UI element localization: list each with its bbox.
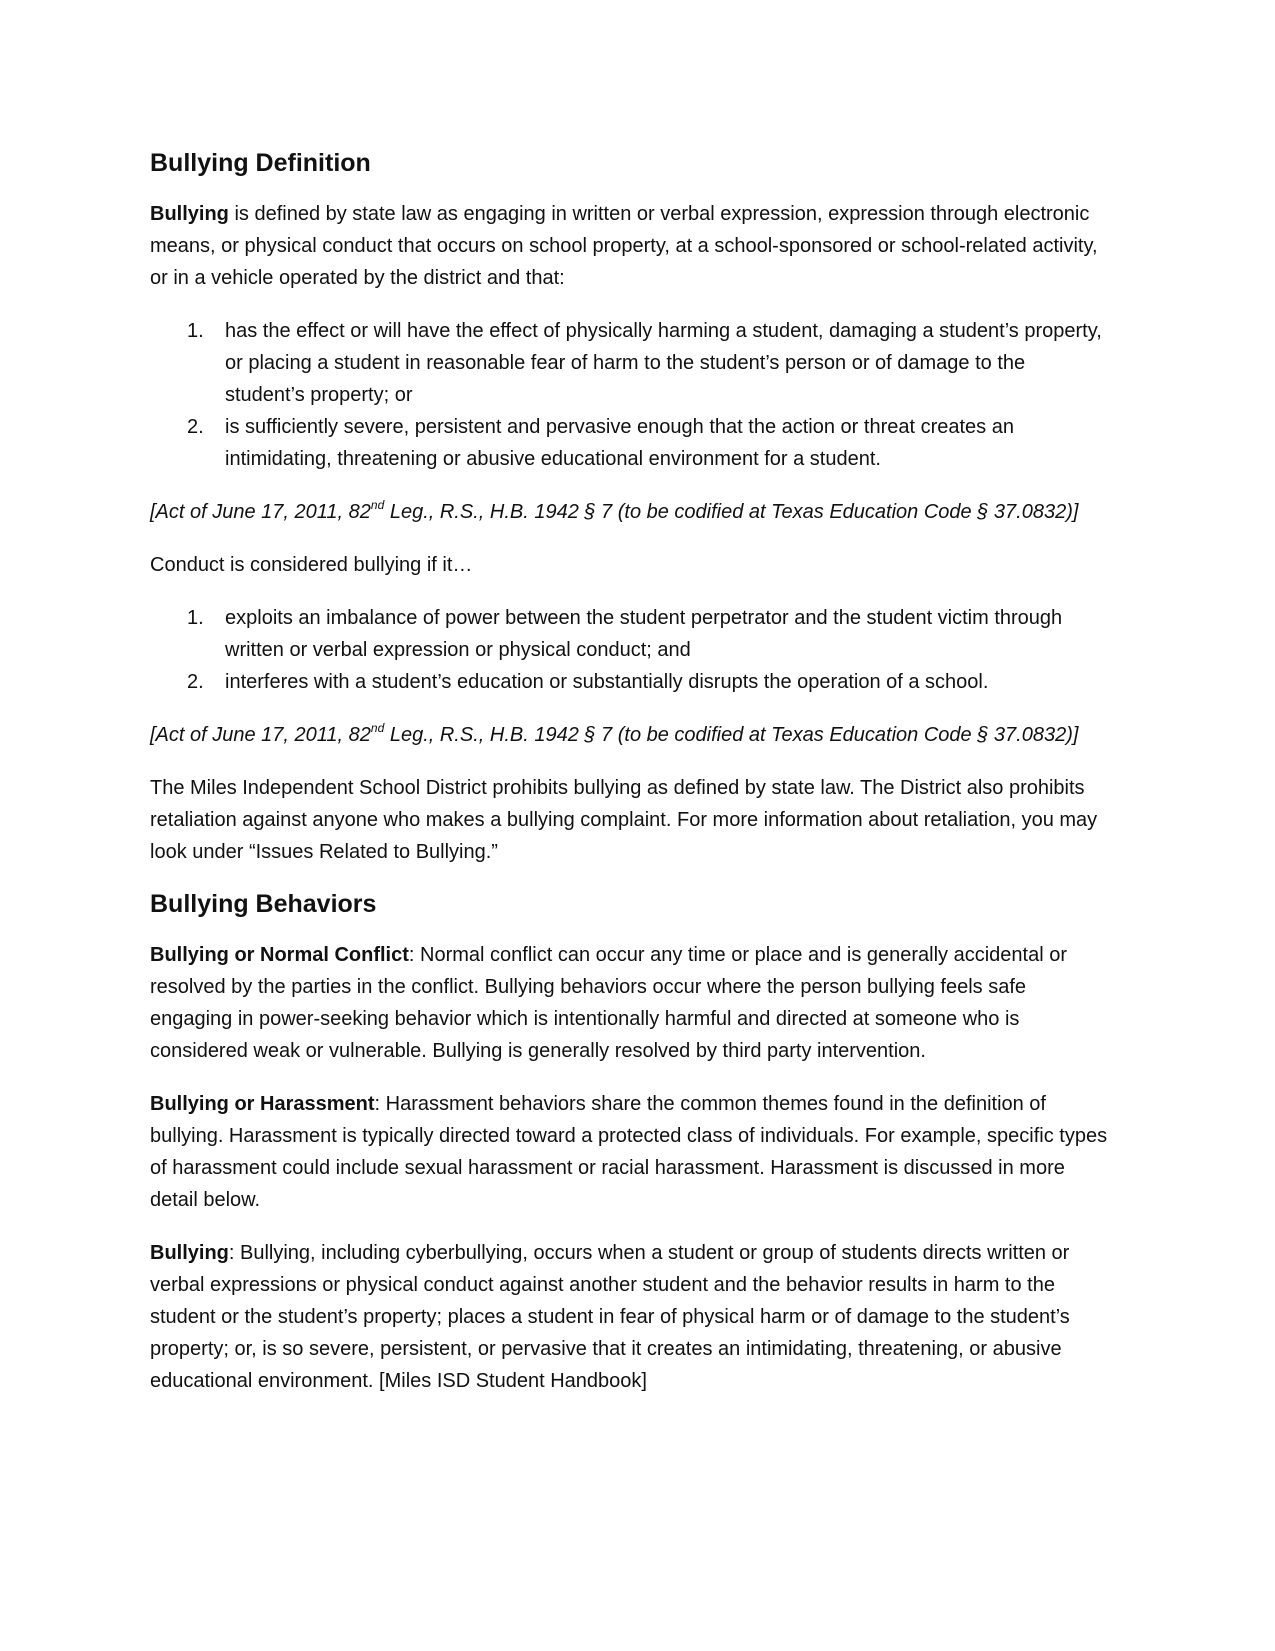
definition-criteria-list [150, 315, 1110, 475]
list-item-number: 2. [187, 416, 204, 438]
section-heading-bullying-behaviors: Bullying Behaviors [150, 890, 377, 918]
behavior-term: Bullying or Harassment [150, 1093, 375, 1115]
definition-term: Bullying [150, 203, 229, 225]
list-item-number: 1. [187, 320, 204, 342]
behavior-term: Bullying or Normal Conflict [150, 944, 409, 966]
citation-text: Leg., R.S., H.B. 1942 § 7 (to be codified at Texas Education Code § 37.0832)] [384, 501, 1079, 523]
definition-text: is defined by state law as engaging in written or verbal expression, expression through electronic means, or physical conduct that occurs on school property, at a school-sponsored or school-related activity, or in a vehicle operated by the district and that: [150, 203, 1098, 289]
list-item-text: exploits an imbalance of power between the student perpetrator and the student victim through written or verbal expression or physical conduct; and [225, 607, 1063, 661]
behavior-text: : Harassment behaviors share the common themes found in the definition of bullying. Harassment is typically directed toward a protected class of individuals. For example, specific types of harassment could include sexual harassment or racial harassment. Harassment is discussed in more detail below. [150, 1093, 1108, 1211]
list-item-text: interferes with a student’s education or substantially disrupts the operation of a school. [225, 671, 989, 693]
citation-text: [Act of June 17, 2011, 82 [150, 501, 371, 523]
citation-text: Leg., R.S., H.B. 1942 § 7 (to be codified at Texas Education Code § 37.0832)] [384, 724, 1079, 746]
section-heading-bullying-definition: Bullying Definition [150, 149, 371, 177]
list-item-number: 1. [187, 607, 204, 629]
citation-superscript: nd [370, 498, 385, 512]
conduct-criteria-list [150, 602, 1110, 698]
behavior-text: : Normal conflict can occur any time or place and is generally accidental or resolved by the parties in the conflict. Bullying behaviors occur where the person bullying feels safe engaging in power-seeking behavior which is intentionally harmful and directed at someone who is considered weak or vulnerable. Bullying is generally resolved by third party intervention. [150, 944, 1067, 1062]
document-page [150, 146, 1110, 1397]
list-item [150, 411, 1110, 475]
list-item-number: 2. [187, 671, 204, 693]
conduct-intro: Conduct is considered bullying if it… [150, 554, 473, 576]
list-item [150, 666, 1110, 698]
behavior-text: : Bullying, including cyberbullying, occurs when a student or group of students directs written or verbal expressions or physical conduct against another student and the behavior results in harm to the student or the student’s property; places a student in fear of physical harm or of damage to the student’s property; or, is so severe, persistent, or pervasive that it creates an intimidating, threatening, or abusive educational environment. [Miles ISD Student Handbook] [150, 1242, 1070, 1392]
behavior-paragraph [150, 1237, 1110, 1397]
list-item-text: is sufficiently severe, persistent and pervasive enough that the action or threat creates an intimidating, threatening or abusive educational environment for a student. [225, 416, 1014, 470]
citation-text: [Act of June 17, 2011, 82 [150, 724, 371, 746]
definition-paragraph [150, 198, 1110, 294]
behavior-paragraph [150, 1088, 1110, 1216]
district-policy-paragraph: The Miles Independent School District prohibits bullying as defined by state law. The District also prohibits retaliation against anyone who makes a bullying complaint. For more information about retaliation, you may look under “Issues Related to Bullying.” [150, 777, 1098, 863]
legal-citation [150, 719, 1110, 751]
behavior-paragraph [150, 939, 1110, 1067]
list-item [150, 315, 1110, 411]
legal-citation [150, 496, 1110, 528]
list-item-text: has the effect or will have the effect of physically harming a student, damaging a student’s property, or placing a student in reasonable fear of harm to the student’s person or of damage to the student’s property; or [225, 320, 1102, 406]
behavior-term: Bullying [150, 1242, 229, 1264]
citation-superscript: nd [370, 721, 385, 735]
list-item [150, 602, 1110, 666]
